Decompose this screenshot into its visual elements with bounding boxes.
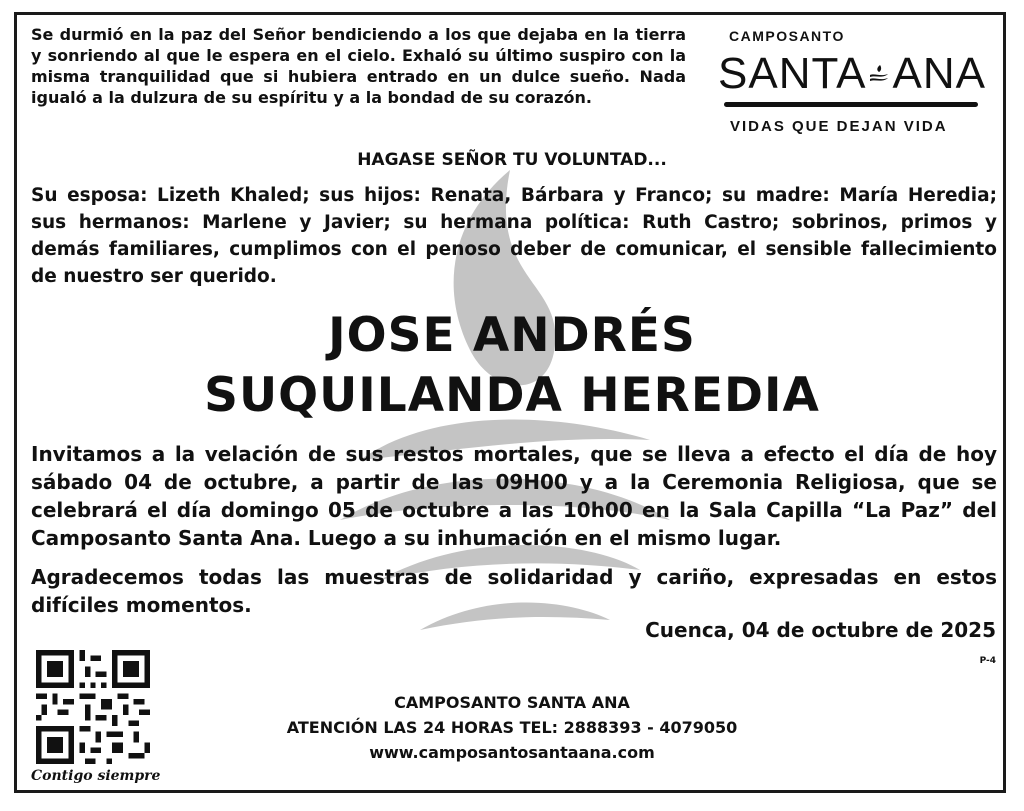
logo-top-text: CAMPOSANTO <box>729 28 845 44</box>
logo-tagline: VIDAS QUE DEJAN VIDA <box>730 118 948 135</box>
deceased-name-line-1: JOSE ANDRÉS <box>328 308 696 363</box>
logo-main-right: ANA <box>892 49 986 98</box>
family-paragraph: Su esposa: Lizeth Khaled; sus hijos: Renata, Bárbara y Franco; su madre: María Heredia; sus hermanos: Marlene y Javier; su hermana política: Ruth Castro; sobrinos, primos y demás familiares, cumplimos con el penoso deber de comunicar, el sensible fallecimiento de nuestro ser querido. <box>31 185 997 287</box>
place-date: Cuenca, 04 de octubre de 2025 <box>645 618 996 642</box>
prayer-heading: HAGASE SEÑOR TU VOLUNTAD... <box>357 150 667 170</box>
logo-main-text <box>718 50 986 98</box>
deceased-name-line-2: SUQUILANDA HEREDIA <box>204 368 820 423</box>
flame-waves-icon <box>868 54 890 94</box>
motto: Contigo siempre <box>31 768 161 784</box>
thanks-paragraph: Agradecemos todas las muestras de solidaridad y cariño, expresadas en estos difíciles momentos. <box>31 565 997 617</box>
camposanto-logo <box>718 24 986 140</box>
page-code: P-4 <box>979 656 996 666</box>
footer-phone: ATENCIÓN LAS 24 HORAS TEL: 2888393 - 4079050 <box>286 718 738 737</box>
intro-paragraph: Se durmió en la paz del Señor bendiciendo a los que dejaba en la tierra y sonriendo al que le espera en el cielo. Exhaló su último suspiro con la misma tranquilidad que si hubiera entrado en un dulce sueño. Nada igualó a la dulzura de su espíritu y a la bondad de su corazón. <box>31 25 686 107</box>
logo-divider <box>724 102 978 107</box>
footer-website: www.camposantosantaana.com <box>369 743 655 762</box>
deceased-name <box>0 306 1024 426</box>
footer-company: CAMPOSANTO SANTA ANA <box>394 693 630 712</box>
logo-main-left: SANTA <box>718 49 867 98</box>
invitation-paragraph: Invitamos a la velación de sus restos mortales, que se lleva a efecto el día de hoy sábado 04 de octubre, a partir de las 09H00 y a la Ceremonia Religiosa, que se celebrará el día domingo 05 de octubre a las 10h00 en la Sala Capilla “La Paz” del Camposanto Santa Ana. Luego a su inhumación en el mismo lugar. <box>31 442 997 550</box>
footer-contact <box>0 690 1024 765</box>
